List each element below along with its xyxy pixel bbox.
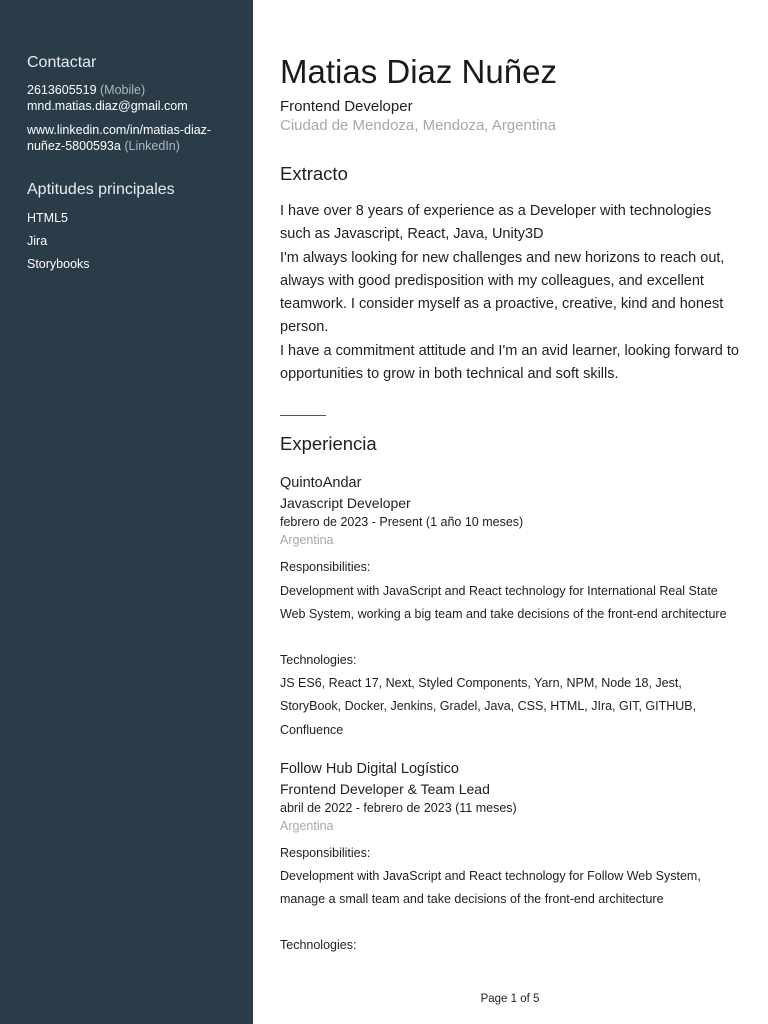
phone-line bbox=[27, 82, 233, 98]
job-company: Follow Hub Digital Logístico bbox=[280, 760, 459, 777]
phone-number[interactable]: 2613605519 bbox=[27, 83, 97, 97]
responsibilities-label: Responsibilities: bbox=[280, 560, 371, 575]
email-link[interactable]: mnd.matias.diaz@gmail.com bbox=[27, 99, 188, 113]
responsibilities-label: Responsibilities: bbox=[280, 845, 371, 860]
job-dates: febrero de 2023 - Present (1 año 10 meses) bbox=[280, 515, 524, 530]
page-number: Page 1 of 5 bbox=[480, 993, 540, 1005]
summary-paragraph: I'm always looking for new challenges and new horizons to reach out, always with good predisposition with my colleagues, and excellent teamwork. I consider myself as a proactive, creative, kind and honest person. bbox=[280, 249, 725, 336]
summary-paragraph: I have over 8 years of experience as a Developer with technologies such as Javascript, React, Java, Unity3D bbox=[280, 203, 712, 243]
job-description bbox=[280, 556, 740, 741]
person-name: Matias Diaz Nuñez bbox=[280, 53, 557, 90]
responsibilities-text: Development with JavaScript and React technology for International Real State Web System, working a big team and take decisions of the front-end architecture bbox=[280, 583, 727, 621]
main-content bbox=[280, 52, 740, 958]
person-role: Frontend Developer bbox=[280, 98, 413, 115]
job-description bbox=[280, 842, 740, 958]
contact-heading: Contactar bbox=[27, 54, 97, 71]
person-location: Ciudad de Mendoza, Mendoza, Argentina bbox=[280, 117, 557, 134]
phone-label: (Mobile) bbox=[100, 83, 146, 97]
job-location: Argentina bbox=[280, 533, 334, 548]
sidebar bbox=[0, 0, 253, 1024]
experience-heading: Experiencia bbox=[280, 433, 377, 455]
technologies-text: JS ES6, React 17, Next, Styled Components, Yarn, NPM, Node 18, Jest, StoryBook, Docker, Jenkins, Gradel, Java, CSS, HTML, JIra, GIT, GITHUB, Confluence bbox=[280, 676, 697, 737]
job-company: QuintoAndar bbox=[280, 475, 362, 492]
skill-item: HTML5 bbox=[27, 211, 68, 225]
job-location: Argentina bbox=[280, 818, 334, 833]
linkedin-url-part1[interactable]: www.linkedin.com/in/matias-diaz- bbox=[27, 123, 212, 137]
job-title: Frontend Developer & Team Lead bbox=[280, 780, 490, 797]
responsibilities-text: Development with JavaScript and React technology for Follow Web System, manage a small team and take decisions of the front-end architecture bbox=[280, 869, 701, 907]
summary-text bbox=[280, 200, 740, 386]
job-entry bbox=[280, 759, 740, 958]
linkedin-url-part2[interactable]: nuñez-5800593a bbox=[27, 139, 121, 153]
technologies-label: Technologies: bbox=[280, 652, 357, 667]
job-dates: abril de 2022 - febrero de 2023 (11 meses) bbox=[280, 800, 517, 815]
section-divider bbox=[280, 415, 326, 416]
job-title: Javascript Developer bbox=[280, 495, 411, 512]
linkedin-label: (LinkedIn) bbox=[124, 139, 180, 153]
summary-paragraph: I have a commitment attitude and I'm an avid learner, looking forward to opportunities to grow in both technical and soft skills. bbox=[280, 342, 739, 383]
skill-item: Storybooks bbox=[27, 257, 90, 271]
technologies-label: Technologies: bbox=[280, 938, 357, 953]
skill-item: Jira bbox=[27, 234, 48, 248]
job-entry bbox=[280, 473, 740, 741]
skills-heading: Aptitudes principales bbox=[27, 181, 175, 198]
summary-heading: Extracto bbox=[280, 163, 348, 184]
linkedin-link[interactable] bbox=[27, 122, 233, 154]
